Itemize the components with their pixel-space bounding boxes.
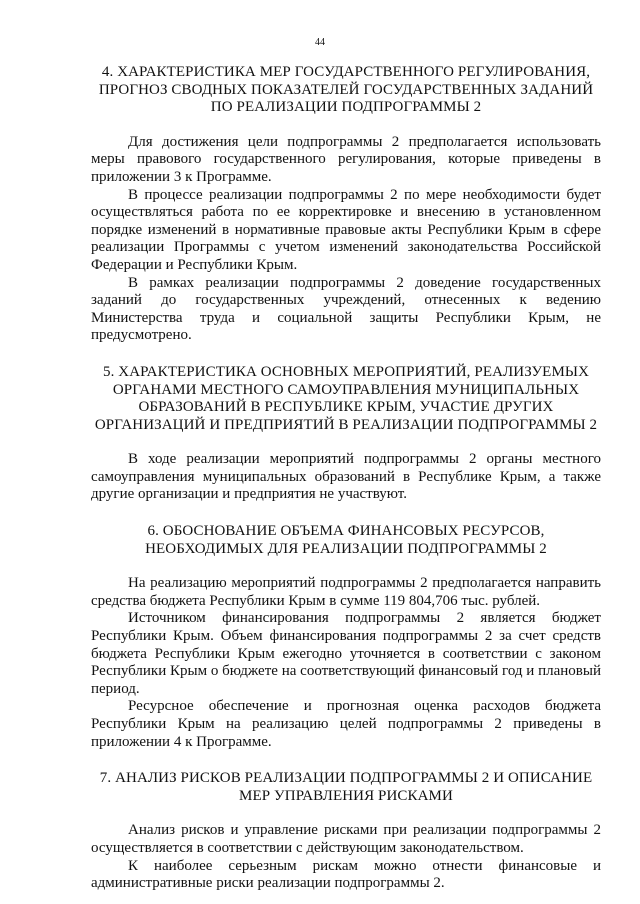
page-number: 44 <box>315 37 325 48</box>
paragraph: На реализацию мероприятий подпрограммы 2 предполагается направить средства бюджета Республики Крым в сумме 119 804,706 тыс. рублей. <box>91 575 601 609</box>
heading-line: ОРГАНИЗАЦИЙ И ПРЕДПРИЯТИЙ В РЕАЛИЗАЦИИ ПОДПРОГРАММЫ 2 <box>94 416 598 433</box>
heading-line: 6. ОБОСНОВАНИЕ ОБЪЕМА ФИНАНСОВЫХ РЕСУРСОВ, <box>147 523 545 540</box>
section-5 <box>91 364 601 504</box>
section-5-heading <box>91 364 601 434</box>
section-6 <box>91 523 601 751</box>
section-7-heading <box>91 770 601 805</box>
paragraph: Анализ рисков и управление рисками при реализации подпрограммы 2 осуществляется в соответствии с действующим законодательством. <box>91 822 601 856</box>
paragraph: В ходе реализации мероприятий подпрограммы 2 органы местного самоуправления муниципальных образований в Республике Крым, а также другие организации и предприятия не участвуют. <box>91 451 601 503</box>
heading-line: 5. ХАРАКТЕРИСТИКА ОСНОВНЫХ МЕРОПРИЯТИЙ, РЕАЛИЗУЕМЫХ <box>102 363 589 380</box>
paragraph: В процессе реализации подпрограммы 2 по мере необходимости будет осуществляться работа по ее корректировке и внесению в установленном порядке изменений в нормативные правовые акты Республики Крым в сфере реализации Программы с учетом изменений законодательства Российской Федерации и Республики Крым. <box>91 186 601 273</box>
paragraph: Для достижения цели подпрограммы 2 предполагается использовать меры правового государственного регулирования, которые приведены в приложении 3 к Программе. <box>91 133 601 185</box>
section-6-heading <box>91 523 601 558</box>
heading-line: ПО РЕАЛИЗАЦИИ ПОДПРОГРАММЫ 2 <box>210 99 482 116</box>
paragraph: К наиболее серьезным рискам можно отнести финансовые и административные риски реализации подпрограммы 2. <box>91 857 601 892</box>
paragraph: В рамках реализации подпрограммы 2 доведение государственных заданий до государственных учреждений, отнесенных к ведению Министерства труда и социальной защиты Республики Крым, не предусмотрено. <box>91 274 601 344</box>
heading-line: 4. ХАРАКТЕРИСТИКА МЕР ГОСУДАРСТВЕННОГО РЕГУЛИРОВАНИЯ, <box>101 64 591 80</box>
section-7 <box>91 770 601 893</box>
heading-line: ОРГАНАМИ МЕСТНОГО САМОУПРАВЛЕНИЯ МУНИЦИПАЛЬНЫХ <box>112 381 580 398</box>
heading-line: ОБРАЗОВАНИЙ В РЕСПУБЛИКЕ КРЫМ, УЧАСТИЕ ДРУГИХ <box>138 399 554 416</box>
document-body <box>91 64 601 893</box>
section-4 <box>91 64 601 345</box>
heading-line: 7. АНАЛИЗ РИСКОВ РЕАЛИЗАЦИИ ПОДПРОГРАММЫ 2 И ОПИСАНИЕ <box>99 770 593 787</box>
heading-line: ПРОГНОЗ СВОДНЫХ ПОКАЗАТЕЛЕЙ ГОСУДАРСТВЕННЫХ ЗАДАНИЙ <box>98 81 594 98</box>
paragraph: Источником финансирования подпрограммы 2 является бюджет Республики Крым. Объем финансирования подпрограммы 2 за счет средств бюджета Республики Крым ежегодно уточняется в соответствии с законом Республики Крым о бюджете на соответствующий финансовый год и плановый период. <box>91 610 601 697</box>
heading-line: МЕР УПРАВЛЕНИЯ РИСКАМИ <box>239 787 453 804</box>
heading-line: НЕОБХОДИМЫХ ДЛЯ РЕАЛИЗАЦИИ ПОДПРОГРАММЫ 2 <box>145 540 547 557</box>
paragraph: Ресурсное обеспечение и прогнозная оценка расходов бюджета Республики Крым на реализацию целей подпрограммы 2 приведены в приложении 4 к Программе. <box>91 698 601 750</box>
section-4-heading <box>91 64 601 117</box>
